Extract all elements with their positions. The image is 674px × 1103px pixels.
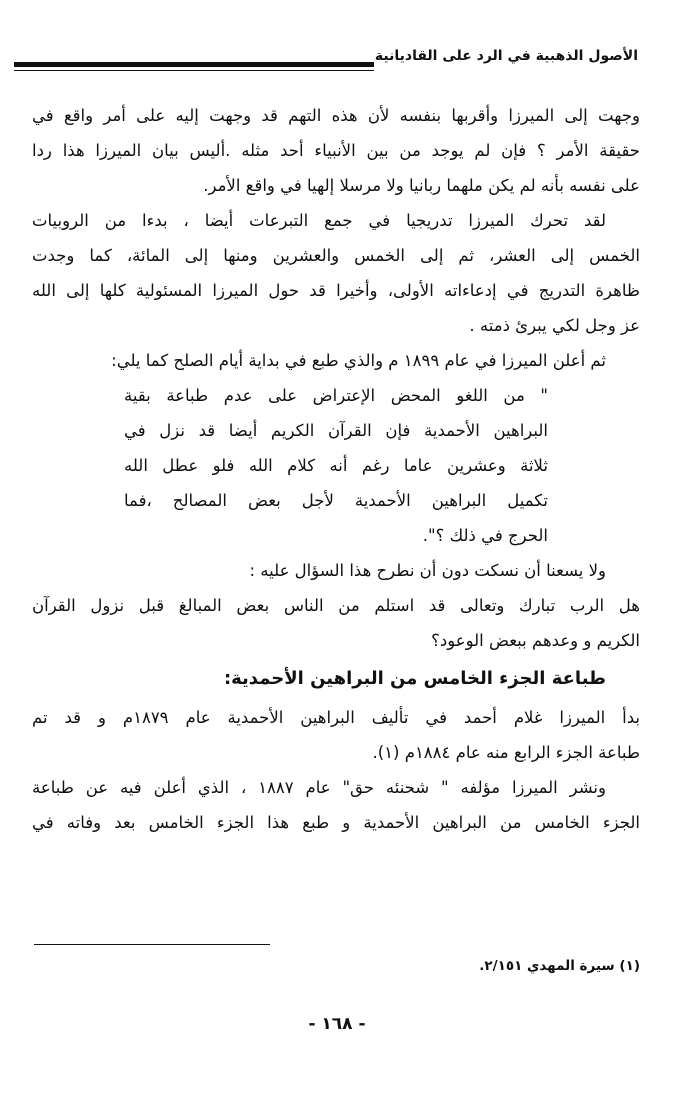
header-rule-thick bbox=[14, 62, 374, 67]
paragraph bbox=[32, 343, 640, 378]
text-line: على نفسه بأنه لم يكن ملهما ربانيا ولا مرسلا إلهيا في واقع الأمر. bbox=[203, 176, 640, 195]
paragraph bbox=[32, 553, 640, 588]
paragraph bbox=[32, 770, 640, 840]
quote-line: تكميل البراهين الأحمدية لأجل بعض المصالح ،فما bbox=[124, 491, 548, 510]
text-line: الكريم و وعدهم ببعض الوعود؟ bbox=[431, 631, 640, 650]
page-number: - ١٦٨ - bbox=[308, 1014, 366, 1034]
paragraph bbox=[32, 98, 640, 203]
text-line: لقد تحرك الميرزا تدريجيا في جمع التبرعات أيضا ، بدءا من الروبيات bbox=[32, 211, 606, 230]
section-heading: طباعة الجزء الخامس من البراهين الأحمدية: bbox=[223, 668, 606, 689]
paragraph bbox=[32, 588, 640, 658]
running-header bbox=[14, 46, 638, 80]
paragraph bbox=[32, 203, 640, 343]
text-line: بدأ الميرزا غلام أحمد في تأليف البراهين الأحمدية عام ١٨٧٩م و قد تم bbox=[32, 708, 640, 727]
block-quote bbox=[32, 378, 640, 553]
text-line: الجزء الخامس من البراهين الأحمدية و طبع هذا الجزء الخامس بعد وفاته في bbox=[32, 813, 640, 832]
footnote-rule bbox=[34, 944, 270, 945]
text-line: الخمس إلى العشر، ثم إلى الخمس والعشرين ومنها إلى المائة، كما وجدت bbox=[32, 246, 640, 265]
quote-line: الحرج في ذلك ؟". bbox=[422, 526, 548, 545]
quote-line: البراهين الأحمدية فإن القرآن الكريم أيضا قد نزل في bbox=[124, 421, 548, 440]
text-line: ونشر الميرزا مؤلفه " شحنئه حق" عام ١٨٨٧ ، الذي أعلن فيه عن طباعة bbox=[32, 778, 606, 797]
text-line: عز وجل لكي يبرئ ذمته . bbox=[469, 316, 640, 335]
text-line: هل الرب تبارك وتعالى قد استلم من الناس بعض المبالغ قبل نزول القرآن bbox=[32, 596, 640, 615]
text-line: ظاهرة التدريج في إدعاءاته الأولى، وأخيرا قد حول الميرزا المسئولية كلها إلى الله bbox=[32, 281, 640, 300]
quote-line: " من اللغو المحض الإعتراض على عدم طباعة بقية bbox=[124, 386, 548, 405]
text-line: طباعة الجزء الرابع منه عام ١٨٨٤م (١). bbox=[372, 743, 640, 762]
paragraph bbox=[32, 700, 640, 770]
header-title: الأصول الذهبية في الرد على القاديانية bbox=[374, 48, 638, 64]
text-line: ثم أعلن الميرزا في عام ١٨٩٩ م والذي طبع في بداية أيام الصلح كما يلي: bbox=[111, 351, 606, 370]
header-rule-thin bbox=[14, 70, 374, 71]
text-line: حقيقة الأمر ؟ فإن لم يوجد من بين الأنبياء أحد مثله .أليس بيان الميرزا هذا ردا bbox=[32, 141, 640, 160]
quote-line: ثلاثة وعشرين عاما رغم أنه كلام الله فلو عطل الله bbox=[124, 456, 548, 475]
text-line: وجهت إلى الميرزا وأقربها بنفسه لأن هذه التهم قد وجهت إليه على أمر واقع في bbox=[32, 106, 640, 125]
body-text bbox=[32, 98, 640, 840]
footnote: (١) سيرة المهدي ٢/١٥١. bbox=[479, 958, 640, 974]
text-line: ولا يسعنا أن نسكت دون أن نطرح هذا السؤال عليه : bbox=[249, 561, 606, 580]
